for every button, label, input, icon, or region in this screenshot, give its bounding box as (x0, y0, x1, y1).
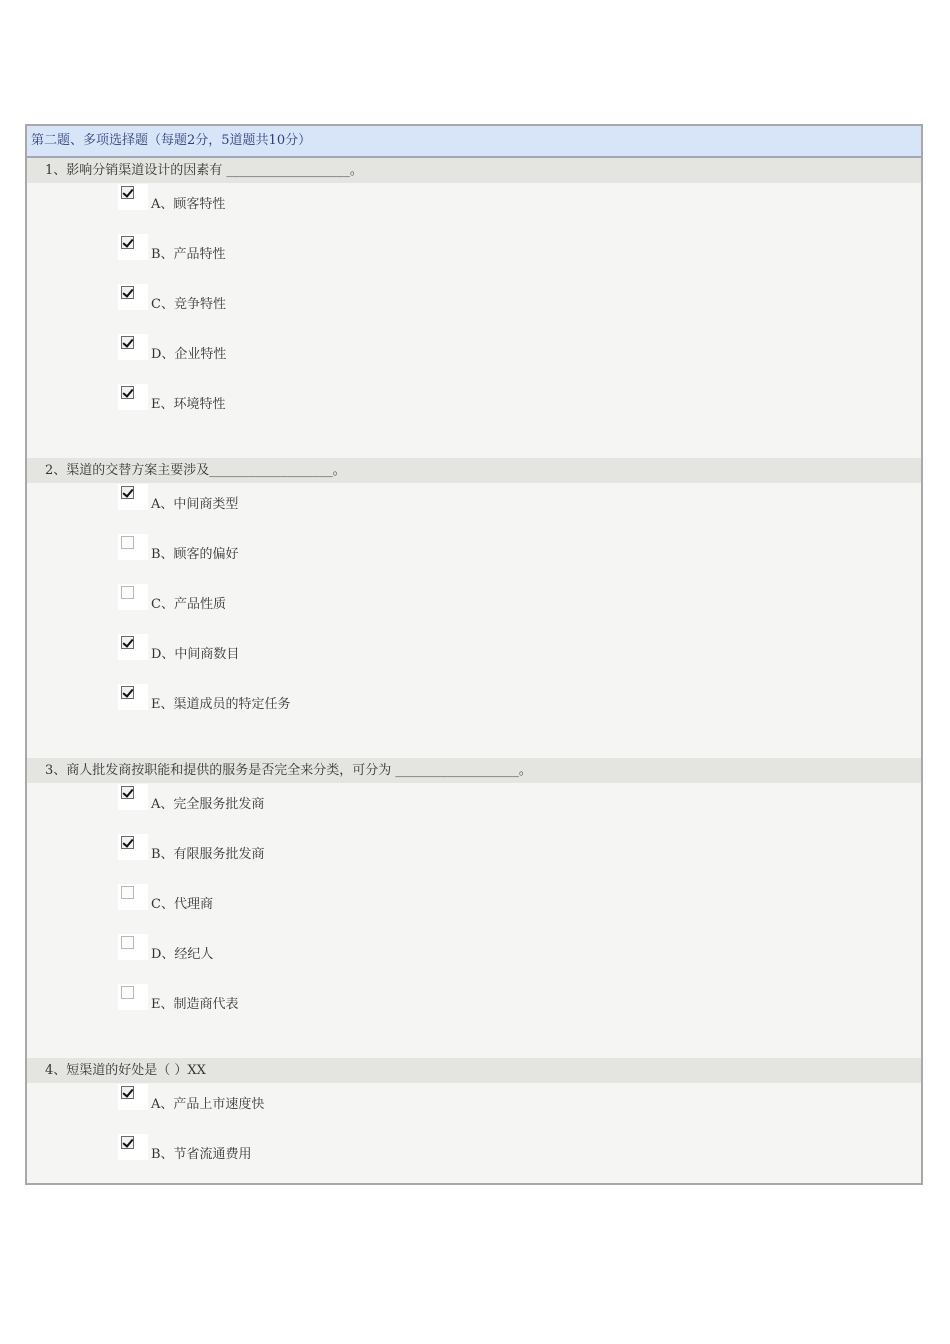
option-label: B、顾客的偏好 (151, 547, 239, 562)
question-title: 4、短渠道的好处是（ ）XX (27, 1058, 921, 1083)
question-spacer (27, 433, 921, 458)
option-label: E、制造商代表 (151, 997, 239, 1012)
checkbox-cell (118, 1134, 148, 1160)
question-2 (27, 458, 921, 758)
option-label: D、企业特性 (151, 347, 227, 362)
checkbox-checked[interactable] (121, 336, 134, 349)
option-row[interactable] (27, 933, 921, 983)
checkbox-unchecked[interactable] (121, 986, 134, 999)
option-label: E、环境特性 (151, 397, 226, 412)
checkbox-cell (118, 334, 148, 360)
checkbox-checked[interactable] (121, 1136, 134, 1149)
checkbox-cell (118, 384, 148, 410)
option-label: D、中间商数目 (151, 647, 240, 662)
option-row[interactable] (27, 183, 921, 233)
checkbox-cell (118, 1084, 148, 1110)
section-header: 第二题、多项选择题（每题2分，5道题共10分） (27, 126, 921, 158)
option-label: B、有限服务批发商 (151, 847, 265, 862)
option-label: B、节省流通费用 (151, 1147, 252, 1162)
question-spacer (27, 1033, 921, 1058)
question-3 (27, 758, 921, 1058)
option-label: D、经纪人 (151, 947, 214, 962)
checkbox-checked[interactable] (121, 486, 134, 499)
option-row[interactable] (27, 783, 921, 833)
question-title: 1、影响分销渠道设计的因素有 ___________________。 (27, 158, 921, 183)
option-list (27, 783, 921, 1058)
option-label: C、竞争特性 (151, 297, 226, 312)
option-row[interactable] (27, 333, 921, 383)
option-label: A、产品上市速度快 (151, 1097, 265, 1112)
option-label: C、产品性质 (151, 597, 226, 612)
option-label: B、产品特性 (151, 247, 226, 262)
checkbox-checked[interactable] (121, 686, 134, 699)
checkbox-checked[interactable] (121, 786, 134, 799)
option-label: A、顾客特性 (151, 197, 226, 212)
checkbox-unchecked[interactable] (121, 886, 134, 899)
checkbox-cell (118, 484, 148, 510)
option-row[interactable] (27, 633, 921, 683)
question-1 (27, 158, 921, 458)
checkbox-checked[interactable] (121, 186, 134, 199)
checkbox-checked[interactable] (121, 236, 134, 249)
question-spacer (27, 733, 921, 758)
checkbox-checked[interactable] (121, 1086, 134, 1099)
checkbox-cell (118, 584, 148, 610)
option-row[interactable] (27, 533, 921, 583)
quiz-panel (25, 124, 923, 1185)
checkbox-cell (118, 784, 148, 810)
option-row[interactable] (27, 383, 921, 433)
checkbox-checked[interactable] (121, 836, 134, 849)
checkbox-cell (118, 834, 148, 860)
option-row[interactable] (27, 983, 921, 1033)
checkbox-cell (118, 184, 148, 210)
option-label: A、中间商类型 (151, 497, 239, 512)
checkbox-cell (118, 934, 148, 960)
checkbox-cell (118, 684, 148, 710)
option-list (27, 1083, 921, 1183)
option-row[interactable] (27, 583, 921, 633)
checkbox-cell (118, 984, 148, 1010)
checkbox-unchecked[interactable] (121, 536, 134, 549)
checkbox-checked[interactable] (121, 386, 134, 399)
option-row[interactable] (27, 683, 921, 733)
checkbox-cell (118, 534, 148, 560)
option-row[interactable] (27, 283, 921, 333)
checkbox-cell (118, 284, 148, 310)
option-label: A、完全服务批发商 (151, 797, 265, 812)
checkbox-cell (118, 234, 148, 260)
checkbox-unchecked[interactable] (121, 586, 134, 599)
option-row[interactable] (27, 1083, 921, 1133)
question-title: 2、渠道的交替方案主要涉及___________________。 (27, 458, 921, 483)
question-4 (27, 1058, 921, 1183)
checkbox-cell (118, 634, 148, 660)
question-list (27, 158, 921, 1183)
option-list (27, 483, 921, 758)
checkbox-unchecked[interactable] (121, 936, 134, 949)
option-row[interactable] (27, 833, 921, 883)
option-row[interactable] (27, 883, 921, 933)
option-row[interactable] (27, 483, 921, 533)
option-label: E、渠道成员的特定任务 (151, 697, 291, 712)
option-row[interactable] (27, 1133, 921, 1183)
option-list (27, 183, 921, 458)
option-row[interactable] (27, 233, 921, 283)
checkbox-checked[interactable] (121, 286, 134, 299)
checkbox-cell (118, 884, 148, 910)
option-label: C、代理商 (151, 897, 213, 912)
checkbox-checked[interactable] (121, 636, 134, 649)
question-title: 3、商人批发商按职能和提供的服务是否完全来分类，可分为 ___________________。 (27, 758, 921, 783)
